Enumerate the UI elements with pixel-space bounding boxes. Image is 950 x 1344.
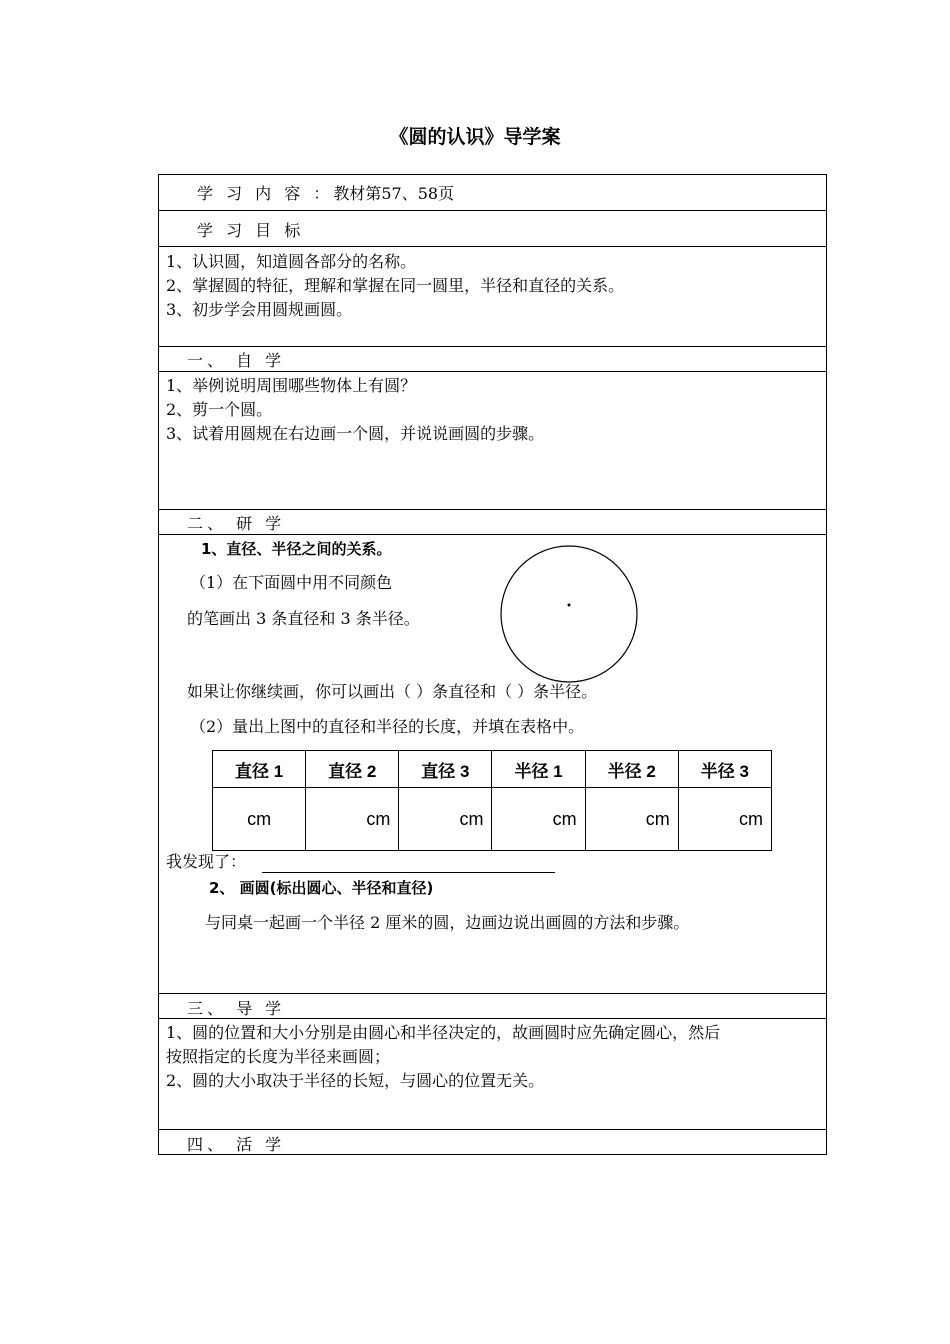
guide-header: 三、 导 学 [187,999,286,1018]
content-row [197,181,454,206]
divider [158,993,827,994]
table-cell[interactable]: cm [306,788,399,851]
discovery-answer-line[interactable] [262,872,555,873]
divider [158,509,827,510]
content-label: 学 习 内 容 ： [197,184,334,203]
research-sub2-title: 2、 画圆(标出圆心、半径和直径) [209,879,434,897]
divider [158,210,827,211]
guide-line: 2、圆的大小取决于半径的长短，与圆心的位置无关。 [166,1071,545,1090]
guide-line: 1、圆的位置和大小分别是由圆心和半径决定的，故画圆时应先确定圆心，然后 [166,1023,721,1042]
table-cell[interactable]: cm [585,788,678,851]
research-q1-line2: 的笔画出 3 条直径和 3 条半径。 [187,609,420,628]
table-cell[interactable]: cm [213,788,306,851]
table-header-cell: 半径 1 [492,751,585,788]
continue-question: 如果让你继续画，你可以画出（ ）条直径和（ ）条半径。 [187,682,598,701]
objective-item: 2、掌握圆的特征，理解和掌握在同一圆里，半径和直径的关系。 [166,276,625,295]
self-study-header: 一、 自 学 [187,351,286,370]
divider [158,371,827,372]
content-value: 教材第57、58页 [333,184,455,203]
objective-item: 3、初步学会用圆规画圆。 [166,300,353,319]
apply-header: 四、 活 学 [187,1135,286,1154]
discovery-label: 我发现了： [166,852,247,871]
circle-diagram [498,544,641,685]
table-header-cell: 半径 3 [678,751,771,788]
table-header-row [213,751,772,788]
self-study-item: 3、试着用圆规在右边画一个圆，并说说画圆的步骤。 [166,424,545,443]
research-q1-line1: （1）在下面圆中用不同颜色 [190,573,393,592]
table-header-cell: 半径 2 [585,751,678,788]
table-header-cell: 直径 2 [306,751,399,788]
self-study-item: 1、举例说明周围哪些物体上有圆？ [166,376,417,395]
research-q2: （2）量出上图中的直径和半径的长度，并填在表格中。 [190,717,585,736]
table-cell[interactable]: cm [678,788,771,851]
research-header: 二、 研 学 [187,514,286,533]
table-header-cell: 直径 1 [213,751,306,788]
measurement-table [212,750,772,851]
guide-line: 按照指定的长度为半径来画圆； [166,1047,391,1066]
research-sub1-title: 1、直径、半径之间的关系。 [201,540,392,558]
objectives-header: 学 习 目 标 [197,221,305,240]
objective-item: 1、认识圆，知道圆各部分的名称。 [166,252,417,271]
divider [158,346,827,347]
self-study-item: 2、剪一个圆。 [166,400,273,419]
table-cell[interactable]: cm [399,788,492,851]
page-title: 《圆的认识》导学案 [389,126,561,148]
divider [158,246,827,247]
circle-center-dot [568,604,571,607]
divider [158,534,827,535]
circle-outline [501,546,637,682]
table-header-cell: 直径 3 [399,751,492,788]
divider [158,1129,827,1130]
research-sub2-text: 与同桌一起画一个半径 2 厘米的圆，边画边说出画圆的方法和步骤。 [205,913,690,932]
table-cell[interactable]: cm [492,788,585,851]
table-row [213,788,772,851]
